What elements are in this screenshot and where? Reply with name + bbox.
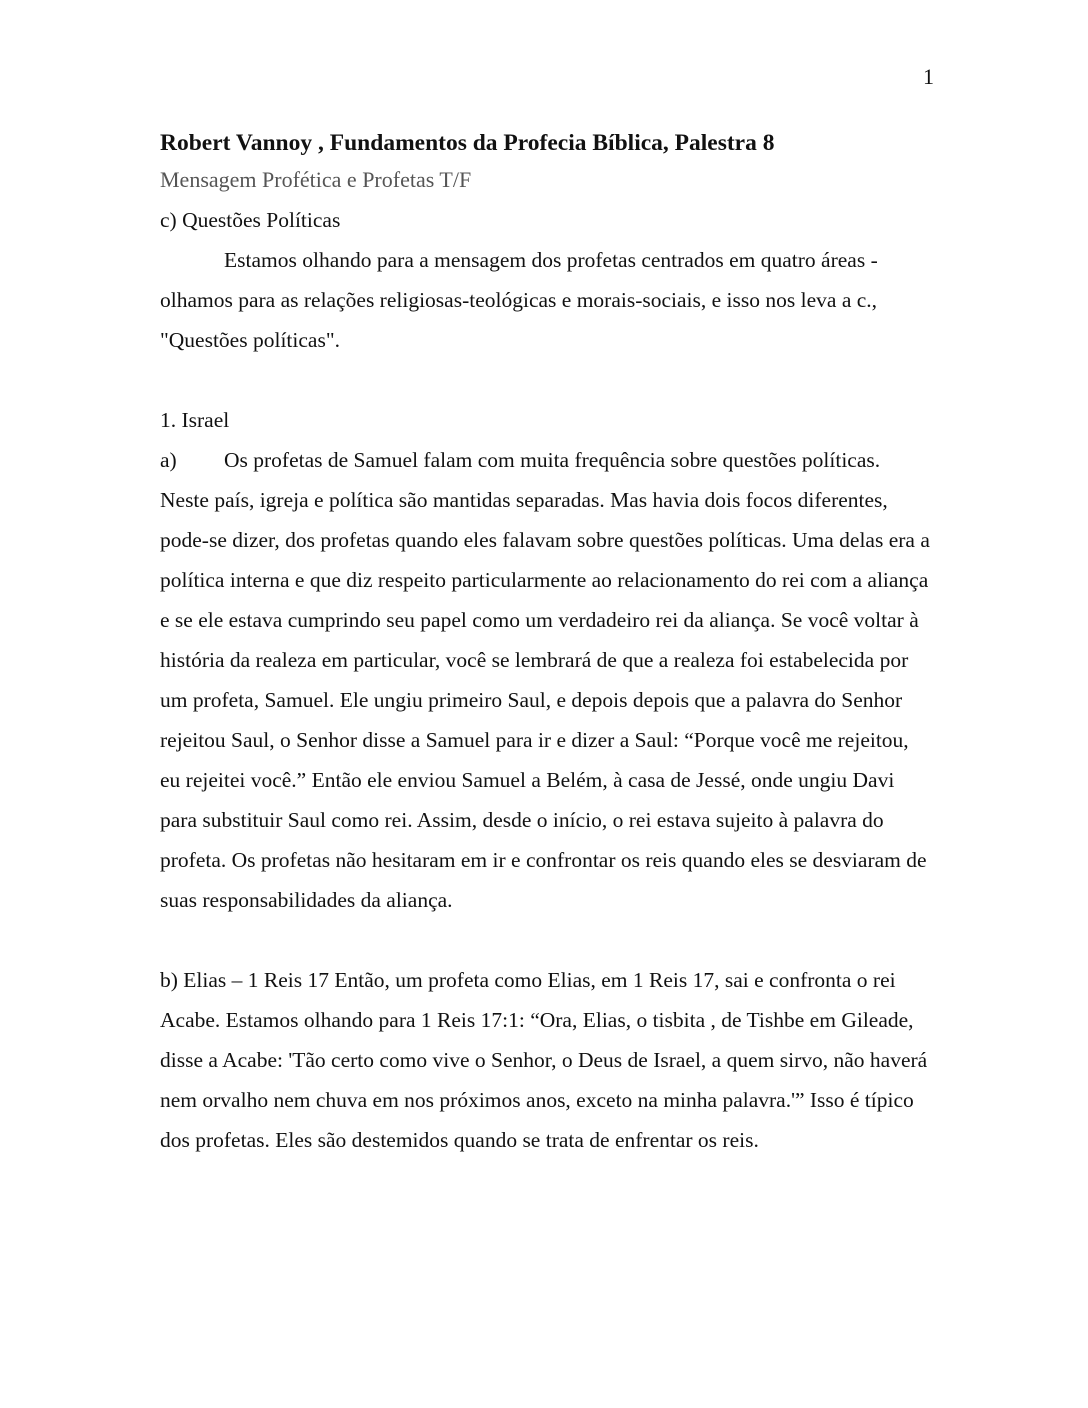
paragraph-b: b) Elias – 1 Reis 17 Então, um profeta como Elias, em 1 Reis 17, sai e confronta o rei Acabe. Estamos olhando para 1 Reis 17:1: “Ora, Elias, o tisbita , de Tishbe em Gileade, disse a Acabe: 'Tão certo como vive o Senhor, o Deus de Israel, a quem sirvo, não haverá nem orvalho nem chuva em nos próximos anos, exceto na minha palavra.'” Isso é típico dos profetas. Eles são destemidos quando se trata de enfrentar os reis. (160, 968, 928, 1152)
document-title: Robert Vannoy , Fundamentos da Profecia Bíblica, Palestra 8 (160, 130, 775, 156)
page-number: 1 (923, 64, 934, 89)
paragraph-a-label: a) (160, 448, 177, 472)
paragraph-spacer (160, 920, 930, 960)
paragraph-spacer (160, 360, 930, 400)
paragraph-a-text: Os profetas de Samuel falam com muita frequência sobre questões políticas. Neste país, igreja e política são mantidas separadas. Mas havia dois focos diferentes, pode-se dizer, dos profetas quando eles falavam sobre questões políticas. Uma delas era a política interna e que diz respeito particularmente ao relacionamento do rei com a aliança e se ele estava cumprindo seu papel como um verdadeiro rei da aliança. Se você voltar à história da realeza em particular, você se lembrará de que a realeza foi estabelecida por um profeta, Samuel. Ele ungiu primeiro Saul, e depois depois que a palavra do Senhor rejeitou Saul, o Senhor disse a Samuel para ir e dizer a Saul: “Porque você me rejeitou, eu rejeitei você.” Então ele enviou Samuel a Belém, à casa de Jessé, onde ungiu Davi para substituir Saul como rei. Assim, desde o início, o rei estava sujeito à palavra do profeta. Os profetas não hesitaram em ir e confrontar os reis quando eles se desviaram de suas responsabilidades da aliança. (160, 448, 930, 912)
document-body (160, 126, 930, 1160)
section-heading-israel: 1. Israel (160, 408, 230, 432)
section-heading-political-issues: c) Questões Políticas (160, 208, 341, 232)
intro-paragraph: Estamos olhando para a mensagem dos profetas centrados em quatro áreas - olhamos para as relações religiosas-teológicas e morais-sociais, e isso nos leva a c., "Questões políticas". (160, 248, 878, 352)
document-subtitle: Mensagem Profética e Profetas T/F (160, 167, 472, 192)
paragraph-a (160, 440, 930, 920)
